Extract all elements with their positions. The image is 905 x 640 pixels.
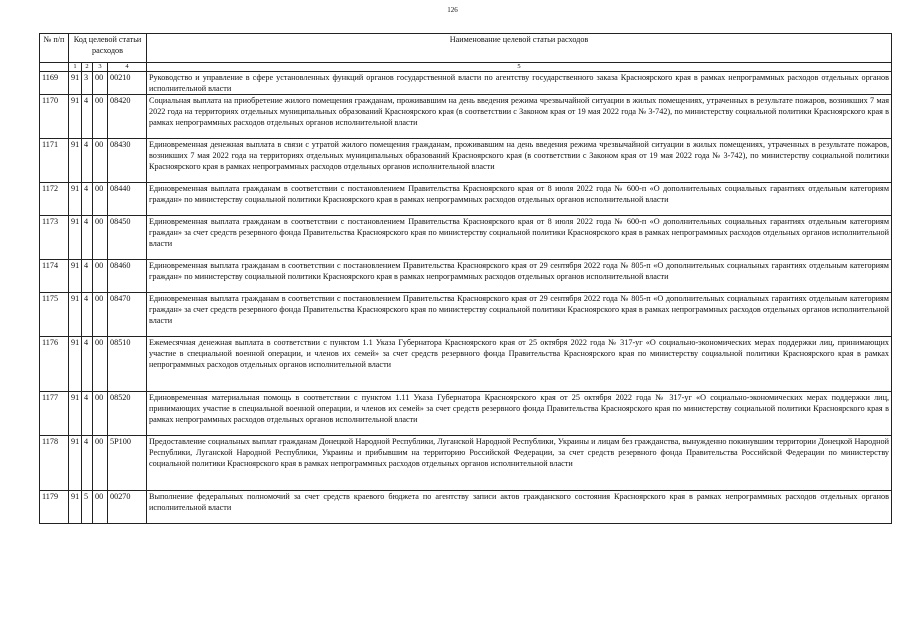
code-part-2: 4 <box>82 139 93 183</box>
code-part-4: 08420 <box>108 95 147 139</box>
code-part-4: 08460 <box>108 260 147 293</box>
table-row <box>40 436 892 491</box>
column-number: 3 <box>93 63 108 72</box>
expense-item-name: Ежемесячная денежная выплата в соответствии с пунктом 1.1 Указа Губернатора Красноярского края от 25 октября 2022 года № 317-уг «О социально-экономических мерах поддержки лиц, принимающих участие в специальной военной операции, и членов их семей» за счет средств резервного фонда Правительства Красноярского края по министерству социальной политики Красноярского края в рамках непрограммных расходов отдельных органов исполнительной власти <box>147 337 892 392</box>
column-number <box>40 63 69 72</box>
code-part-3: 00 <box>93 293 108 337</box>
code-part-3: 00 <box>93 183 108 216</box>
table-row <box>40 183 892 216</box>
row-number: 1174 <box>40 260 69 293</box>
table-row <box>40 491 892 524</box>
code-part-1: 91 <box>69 216 82 260</box>
code-part-4: 5Р100 <box>108 436 147 491</box>
code-part-1: 91 <box>69 95 82 139</box>
row-number: 1177 <box>40 392 69 436</box>
code-part-1: 91 <box>69 293 82 337</box>
table-row <box>40 337 892 392</box>
code-part-4: 08470 <box>108 293 147 337</box>
code-part-1: 91 <box>69 260 82 293</box>
table-row <box>40 216 892 260</box>
code-part-1: 91 <box>69 436 82 491</box>
row-number: 1176 <box>40 337 69 392</box>
code-part-4: 00210 <box>108 72 147 95</box>
code-part-2: 4 <box>82 293 93 337</box>
expense-item-name: Выполнение федеральных полномочий за счет средств краевого бюджета по агентству записи актов гражданского состояния Красноярского края в рамках непрограммных расходов отдельных органов исполнительной власти <box>147 491 892 524</box>
code-part-4: 08510 <box>108 337 147 392</box>
column-number-row <box>40 63 892 72</box>
code-part-1: 91 <box>69 392 82 436</box>
code-part-4: 08450 <box>108 216 147 260</box>
table-row <box>40 293 892 337</box>
column-number: 4 <box>108 63 147 72</box>
code-part-1: 91 <box>69 72 82 95</box>
code-part-2: 4 <box>82 337 93 392</box>
row-number: 1173 <box>40 216 69 260</box>
expense-item-name: Единовременная материальная помощь в соответствии с пунктом 1.11 Указа Губернатора Красноярского края от 25 октября 2022 года № 317-уг «О социально-экономических мерах поддержки лиц, принимающих участие в специальной военной операции, и членов их семей» за счет средств резервного фонда Правительства Красноярского края по министерству социальной политики Красноярского края в рамках непрограммных расходов отдельных органов исполнительной власти <box>147 392 892 436</box>
table-row <box>40 392 892 436</box>
row-number: 1170 <box>40 95 69 139</box>
row-number: 1175 <box>40 293 69 337</box>
expense-item-name: Единовременная денежная выплата в связи с утратой жилого помещения гражданам, проживавшим на день введения режима чрезвычайной ситуации в жилых помещениях, утраченных в результате пожаров, возникших 7 мая 2022 года на территориях отдельных муниципальных образований Красноярского края (в соответствии с Законом края от 19 мая 2022 года № 3-742), по министерству социальной политики Красноярского края в рамках непрограммных расходов отдельных органов исполнительной власти <box>147 139 892 183</box>
header-name: Наименование целевой статьи расходов <box>147 34 892 63</box>
code-part-2: 4 <box>82 392 93 436</box>
code-part-3: 00 <box>93 260 108 293</box>
row-number: 1171 <box>40 139 69 183</box>
row-number: 1178 <box>40 436 69 491</box>
code-part-3: 00 <box>93 436 108 491</box>
code-part-3: 00 <box>93 72 108 95</box>
expense-item-name: Предоставление социальных выплат гражданам Донецкой Народной Республики, Луганской Народной Республики, Украины и лицам без гражданства, вынужденно покинувшим территории Донецкой Народной Республики, Луганской Народной Республики, Украины и прибывшим на территорию Российской Федерации, за счет средств резервного фонда Правительства Российской Федерации по министерству социальной политики Красноярского края в рамках непрограммных расходов отдельных органов исполнительной власти <box>147 436 892 491</box>
column-number: 5 <box>147 63 892 72</box>
table-row <box>40 72 892 95</box>
code-part-2: 4 <box>82 216 93 260</box>
code-part-4: 08520 <box>108 392 147 436</box>
code-part-3: 00 <box>93 95 108 139</box>
table-row <box>40 95 892 139</box>
budget-table <box>39 33 892 524</box>
table-row <box>40 260 892 293</box>
code-part-4: 00270 <box>108 491 147 524</box>
code-part-3: 00 <box>93 337 108 392</box>
code-part-2: 3 <box>82 72 93 95</box>
code-part-3: 00 <box>93 139 108 183</box>
expense-item-name: Единовременная выплата гражданам в соответствии с постановлением Правительства Красноярского края от 29 сентября 2022 года № 805-п «О дополнительных социальных гарантиях отдельным категориям граждан» за счет средств резервного фонда Правительства Красноярского края по министерству социальной политики Красноярского края в рамках непрограммных расходов отдельных органов исполнительной власти <box>147 293 892 337</box>
code-part-1: 91 <box>69 337 82 392</box>
expense-item-name: Единовременная выплата гражданам в соответствии с постановлением Правительства Красноярского края от 8 июля 2022 года № 600-п «О дополнительных социальных гарантиях отдельным категориям граждан» за счет средств резервного фонда Правительства Красноярского края по министерству социальной политики Красноярского края в рамках непрограммных расходов отдельных органов исполнительной власти <box>147 216 892 260</box>
page-number: 126 <box>447 6 458 14</box>
row-number: 1179 <box>40 491 69 524</box>
code-part-3: 00 <box>93 216 108 260</box>
expense-item-name: Социальная выплата на приобретение жилого помещения гражданам, проживавшим на день введения режима чрезвычайной ситуации в жилых помещениях, утраченных в результате пожаров, возникших 7 мая 2022 года на территориях отдельных муниципальных образований Красноярского края (в соответствии с Законом края от 19 мая 2022 года № 3-742), по министерству социальной политики Красноярского края в рамках непрограммных расходов отдельных органов исполнительной власти <box>147 95 892 139</box>
row-number: 1172 <box>40 183 69 216</box>
code-part-1: 91 <box>69 491 82 524</box>
code-part-2: 4 <box>82 183 93 216</box>
code-part-4: 08440 <box>108 183 147 216</box>
column-number: 2 <box>82 63 93 72</box>
header-code-group: Код целевой статьи расходов <box>69 34 147 63</box>
code-part-2: 4 <box>82 95 93 139</box>
code-part-2: 5 <box>82 491 93 524</box>
code-part-3: 00 <box>93 491 108 524</box>
table-row <box>40 139 892 183</box>
code-part-1: 91 <box>69 183 82 216</box>
expense-item-name: Единовременная выплата гражданам в соответствии с постановлением Правительства Красноярского края от 29 сентября 2022 года № 805-п «О дополнительных социальных гарантиях отдельным категориям граждан» по министерству социальной политики Красноярского края в рамках непрограммных расходов отдельных органов исполнительной власти <box>147 260 892 293</box>
code-part-4: 08430 <box>108 139 147 183</box>
code-part-3: 00 <box>93 392 108 436</box>
column-number: 1 <box>69 63 82 72</box>
code-part-1: 91 <box>69 139 82 183</box>
expense-item-name: Единовременная выплата гражданам в соответствии с постановлением Правительства Красноярского края от 8 июля 2022 года № 600-п «О дополнительных социальных гарантиях отдельным категориям граждан» по министерству социальной политики Красноярского края в рамках непрограммных расходов отдельных органов исполнительной власти <box>147 183 892 216</box>
expense-item-name: Руководство и управление в сфере установленных функций органов государственной власти по агентству государственного заказа Красноярского края в рамках непрограммных расходов отдельных органов исполнительной власти <box>147 72 892 95</box>
code-part-2: 4 <box>82 436 93 491</box>
code-part-2: 4 <box>82 260 93 293</box>
row-number: 1169 <box>40 72 69 95</box>
header-num: № п/п <box>40 34 69 63</box>
